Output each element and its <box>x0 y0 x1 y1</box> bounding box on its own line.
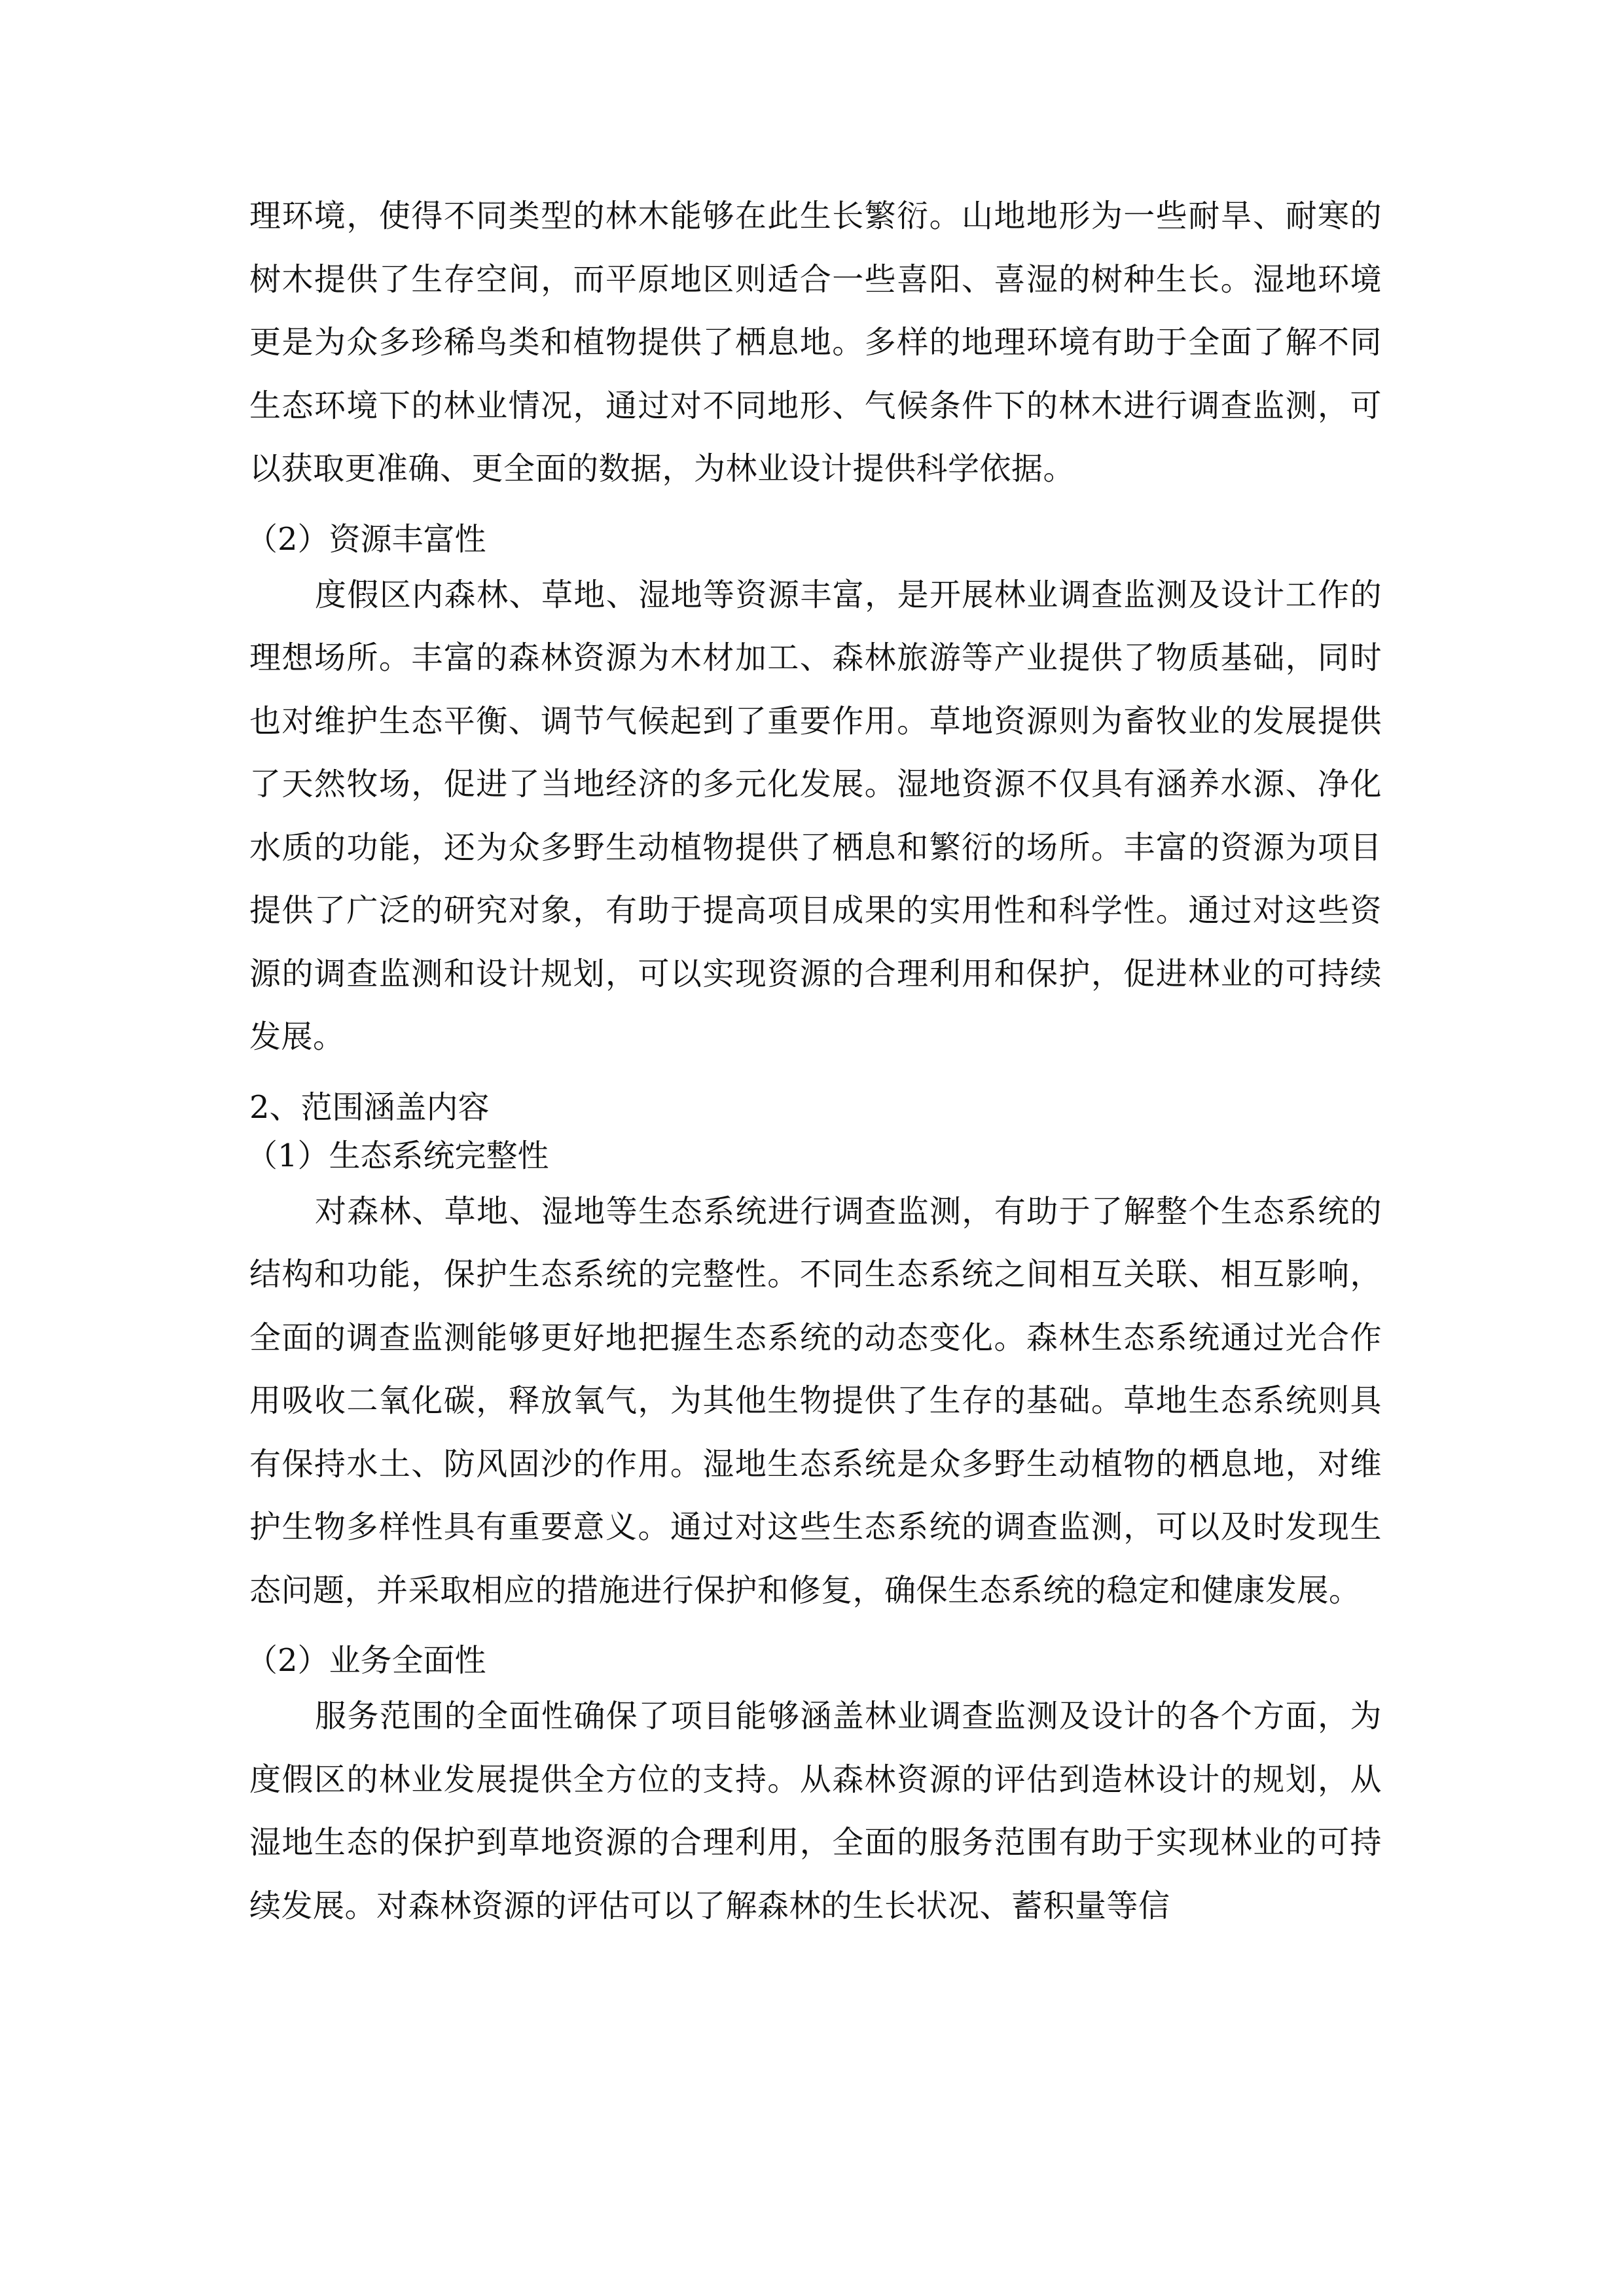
paragraph-resource-richness: 度假区内森林、草地、湿地等资源丰富，是开展林业调查监测及设计工作的理想场所。丰富的森林资源为木材加工、森林旅游等产业提供了物质基础，同时也对维护生态平衡、调节气候起到了重要作用。草地资源则为畜牧业的发展提供了天然牧场，促进了当地经济的多元化发展。湿地资源不仅具有涵养水源、净化水质的功能，还为众多野生动植物提供了栖息和繁衍的场所。丰富的资源为项目提供了广泛的研究对象，有助于提高项目成果的实用性和科学性。通过对这些资源的调查监测和设计规划，可以实现资源的合理利用和保护，促进林业的可持续发展。 <box>249 576 1382 1055</box>
paragraph-geographic-environment: 理环境，使得不同类型的林木能够在此生长繁衍。山地地形为一些耐旱、耐寒的树木提供了生存空间，而平原地区则适合一些喜阳、喜湿的树种生长。湿地环境更是为众多珍稀鸟类和植物提供了栖息地。多样的地理环境有助于全面了解不同生态环境下的林业情况，通过对不同地形、气候条件下的林木进行调查监测，可以获取更准确、更全面的数据，为林业设计提供科学依据。 <box>249 198 1382 487</box>
paragraph-ecosystem-integrity: 对森林、草地、湿地等生态系统进行调查监测，有助于了解整个生态系统的结构和功能，保护生态系统的完整性。不同生态系统之间相互关联、相互影响，全面的调查监测能够更好地把握生态系统的动态变化。森林生态系统通过光合作用吸收二氧化碳，释放氧气，为其他生物提供了生存的基础。草地生态系统则具有保持水土、防风固沙的作用。湿地生态系统是众多野生动植物的栖息地，对维护生物多样性具有重要意义。通过对这些生态系统的调查监测，可以及时发现生态问题，并采取相应的措施进行保护和修复，确保生态系统的稳定和健康发展。 <box>249 1193 1382 1609</box>
heading-ecosystem-integrity: （1）生态系统完整性 <box>246 1137 549 1174</box>
paragraph-business-comprehensiveness: 服务范围的全面性确保了项目能够涵盖林业调查监测及设计的各个方面，为度假区的林业发展提供全方位的支持。从森林资源的评估到造林设计的规划，从湿地生态的保护到草地资源的合理利用，全面的服务范围有助于实现林业的可持续发展。对森林资源的评估可以了解森林的生长状况、蓄积量等信 <box>249 1698 1382 1924</box>
heading-business-comprehensiveness: （2）业务全面性 <box>246 1642 486 1679</box>
heading-resource-richness: （2）资源丰富性 <box>246 520 486 558</box>
heading-scope-content: 2、范围涵盖内容 <box>249 1088 490 1126</box>
document-body <box>246 185 1382 1937</box>
